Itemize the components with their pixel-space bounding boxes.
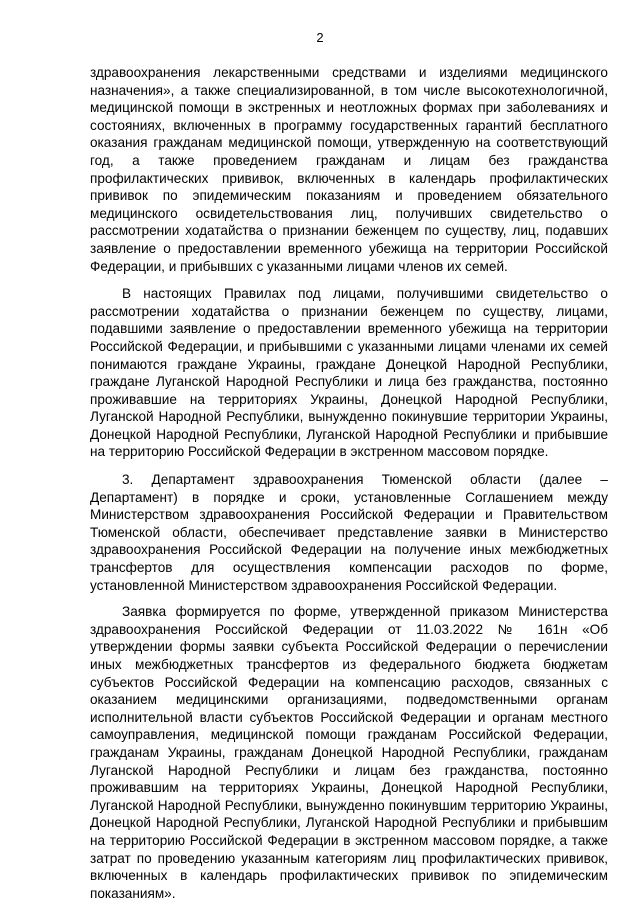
page-number: 2 — [316, 30, 324, 45]
document-body — [90, 64, 608, 902]
paragraph-item-3: 3. Департамент здравоохранения Тюменской области (далее – Департамент) в порядке и сроки, установленные Соглашением между Министерством здравоохранения Российской Федерации и Правительством Тюменской области, обеспечивает представление заявки в Министерство здравоохранения Российской Федерации на получение иных межбюджетных трансфертов для осуществления компенсации расходов по форме, установленной Министерством здравоохранения Российской Федерации. — [90, 472, 608, 593]
paragraph-continuation: здравоохранения лекарственными средствами и изделиями медицинского назначения», а также специализированной, в том числе высокотехнологичной, медицинской помощи в экстренных и неотложных формах при заболеваниях и состояниях, включенных в программу государственных гарантий бесплатного оказания гражданам медицинской помощи, утвержденную на соответствующий год, а также проведением гражданам и лицам без гражданства профилактических прививок, включенных в календарь профилактических прививок по эпидемическим показаниям и проведением обязательного медицинского освидетельствования лиц, получивших свидетельство о рассмотрении ходатайства о признании беженцем по существу, лиц, подавших заявление о предоставлении временного убежища на территории Российской Федерации, и прибывших с указанными лицами членов их семей. — [90, 65, 608, 274]
paragraph-application-form: Заявка формируется по форме, утвержденной приказом Министерства здравоохранения Российской Федерации от 11.03.2022 № 161н «Об утверждении формы заявки субъекта Российской Федерации о перечислении иных межбюджетных трансфертов из федерального бюджета бюджетам субъектов Российской Федерации на компенсацию расходов, связанных с оказанием медицинскими организациями, подведомственными органам исполнительной власти субъектов Российской Федерации и органам местного самоуправления, медицинской помощи гражданам Российской Федерации, гражданам Украины, гражданам Донецкой Народной Республики, гражданам Луганской Народной Республики и лицам без гражданства, постоянно проживавшим на территориях Украины, Донецкой Народной Республики, Луганской Народной Республики, вынужденно покинувшим территорию Украины, Донецкой Народной Республики, Луганской Народной Республики и прибывшим на территорию Российской Федерации в экстренном массовом порядке, а также затрат по проведению указанным категориям лиц профилактических прививок, включенных в календарь профилактических прививок по эпидемическим показаниям». — [90, 604, 608, 901]
paragraph-definitions: В настоящих Правилах под лицами, получившими свидетельство о рассмотрении ходатайства о признании беженцем по существу, лицами, подавшими заявление о предоставлении временного убежища на территории Российской Федерации, и прибывшими с указанными лицами членами их семей понимаются граждане Украины, граждане Донецкой Народной Республики, граждане Луганской Народной Республики и лица без гражданства, постоянно проживавшие на территориях Украины, Донецкой Народной Республики, Луганской Народной Республики, вынужденно покинувшие территории Украины, Донецкой Народной Республики, Луганской Народной Республики и прибывшие на территорию Российской Федерации в экстренном массовом порядке. — [90, 286, 608, 460]
